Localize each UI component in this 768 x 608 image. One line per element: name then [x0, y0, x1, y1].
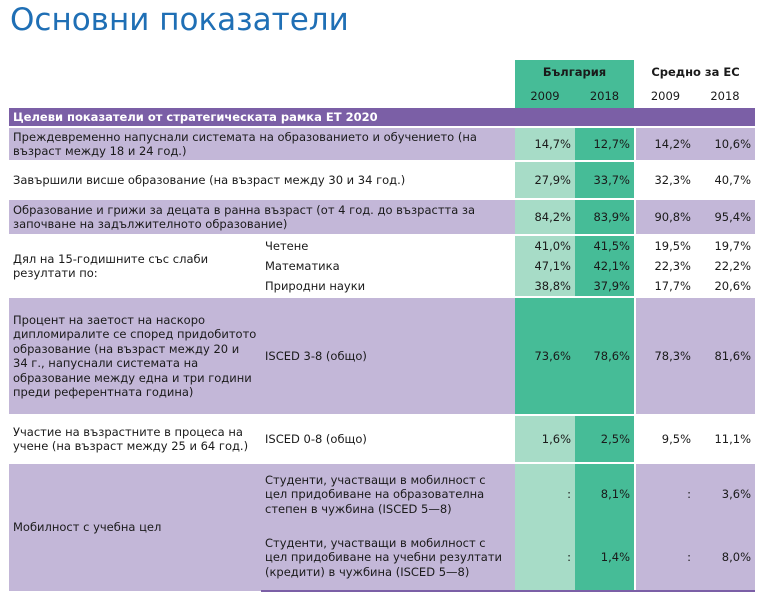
header-row-years	[9, 84, 755, 108]
value-eu-2009: :	[635, 463, 695, 525]
value-eu-2018: 81,6%	[695, 297, 755, 415]
value-bg-2009: 27,9%	[515, 161, 575, 199]
sub-label: Студенти, участващи в мобилност с цел придобиване на образователна степен в чужбина (ISCED 5—8)	[261, 463, 515, 525]
year-eu-2009: 2009	[635, 84, 695, 108]
row-tertiary	[9, 161, 755, 199]
value-bg-2018: 33,7%	[575, 161, 635, 199]
header-empty	[9, 60, 261, 84]
header-empty	[261, 60, 515, 84]
header-empty	[261, 84, 515, 108]
value-bg-2009: 14,7%	[515, 127, 575, 161]
row-early-leavers	[9, 127, 755, 161]
value-eu-2009: 32,3%	[635, 161, 695, 199]
section-band	[9, 108, 755, 127]
value-bg-2018: 37,9%	[575, 277, 635, 297]
sub-label: ISCED 0-8 (общо)	[261, 415, 515, 463]
value-bg-2018: 41,5%	[575, 235, 635, 256]
value-eu-2009: :	[635, 525, 695, 591]
row-label-mobility: Мобилност с учебна цел	[9, 463, 261, 591]
value-eu-2009: 9,5%	[635, 415, 695, 463]
value-eu-2009: 22,3%	[635, 256, 695, 277]
value-bg-2009: 73,6%	[515, 297, 575, 415]
sub-label: Математика	[265, 259, 340, 274]
value-eu-2018: 20,6%	[714, 279, 752, 294]
value-bg-2018: 8,1%	[575, 463, 635, 525]
row-employment	[9, 297, 755, 415]
value-bg-2009: 41,0%	[515, 235, 575, 256]
value-bg-2018: 2,5%	[575, 415, 635, 463]
header-bulgaria: България	[515, 60, 635, 84]
section-title: Целеви показатели от стратегическата рамка ЕТ 2020	[9, 108, 755, 127]
value-bg-2018: 1,4%	[575, 525, 635, 591]
sub-label: Природни науки	[265, 279, 366, 294]
row-adult-learning	[9, 415, 755, 463]
value-eu-2009: 14,2%	[635, 127, 695, 161]
header-eu-average: Средно за ЕС	[635, 60, 755, 84]
value-bg-2018: 83,9%	[575, 199, 635, 235]
value-eu-2009: 78,3%	[635, 297, 695, 415]
header-row-countries	[9, 60, 755, 84]
value-bg-2009: :	[515, 525, 575, 591]
year-eu-2018: 2018	[710, 88, 740, 103]
row-low-achievers-reading	[9, 235, 755, 256]
row-label: Процент на заетост на наскоро дипломиралите се според придобитото образование (на възраст между 20 и 34 г., напуснали системата на образование между една и три години преди референтната година)	[9, 297, 261, 415]
row-label: Преждевременно напуснали системата на образованието и обучението (на възраст между 18 и 24 год.)	[9, 127, 515, 161]
sub-label: Студенти, участващи в мобилност с цел придобиване на учебни резултати (кредити) в чужбина (ISCED 5—8)	[261, 525, 515, 591]
value-eu-2009: 17,7%	[635, 277, 695, 297]
key-indicators-table	[9, 60, 755, 592]
year-bg-2018: 2018	[575, 84, 635, 108]
value-bg-2009: 38,8%	[515, 277, 575, 297]
year-bg-2009: 2009	[515, 84, 575, 108]
value-eu-2018: 22,2%	[714, 259, 752, 274]
value-eu-2009: 19,5%	[635, 235, 695, 256]
value-bg-2018: 12,7%	[575, 127, 635, 161]
value-bg-2009: 84,2%	[515, 199, 575, 235]
row-label: Участие на възрастните в процеса на учене (на възраст между 25 и 64 год.)	[9, 415, 261, 463]
value-eu-2018: 10,6%	[695, 127, 755, 161]
value-bg-2009: 47,1%	[515, 256, 575, 277]
value-eu-2018: 11,1%	[695, 415, 755, 463]
value-eu-2018: 8,0%	[695, 525, 755, 591]
row-label: Завършили висше образование (на възраст между 30 и 34 год.)	[9, 161, 515, 199]
value-bg-2009: 1,6%	[515, 415, 575, 463]
value-bg-2009: :	[515, 463, 575, 525]
value-eu-2018: 19,7%	[695, 235, 755, 256]
value-bg-2018: 42,1%	[575, 256, 635, 277]
value-eu-2018: 3,6%	[695, 463, 755, 525]
row-label: Образование и грижи за децата в ранна възраст (от 4 год. до възрастта за започване на задължителното образование)	[9, 199, 515, 235]
value-eu-2009: 90,8%	[635, 199, 695, 235]
value-eu-2018: 40,7%	[695, 161, 755, 199]
sub-label: ISCED 3-8 (общо)	[261, 297, 515, 415]
header-empty	[9, 84, 261, 108]
value-bg-2018: 78,6%	[575, 297, 635, 415]
row-mobility-degree	[9, 463, 755, 525]
row-ecec	[9, 199, 755, 235]
sub-label: Четене	[261, 235, 515, 256]
row-label-low-achievers: Дял на 15-годишните със слаби резултати по:	[9, 235, 261, 297]
page-title: Основни показатели	[10, 2, 349, 38]
value-eu-2018: 95,4%	[695, 199, 755, 235]
